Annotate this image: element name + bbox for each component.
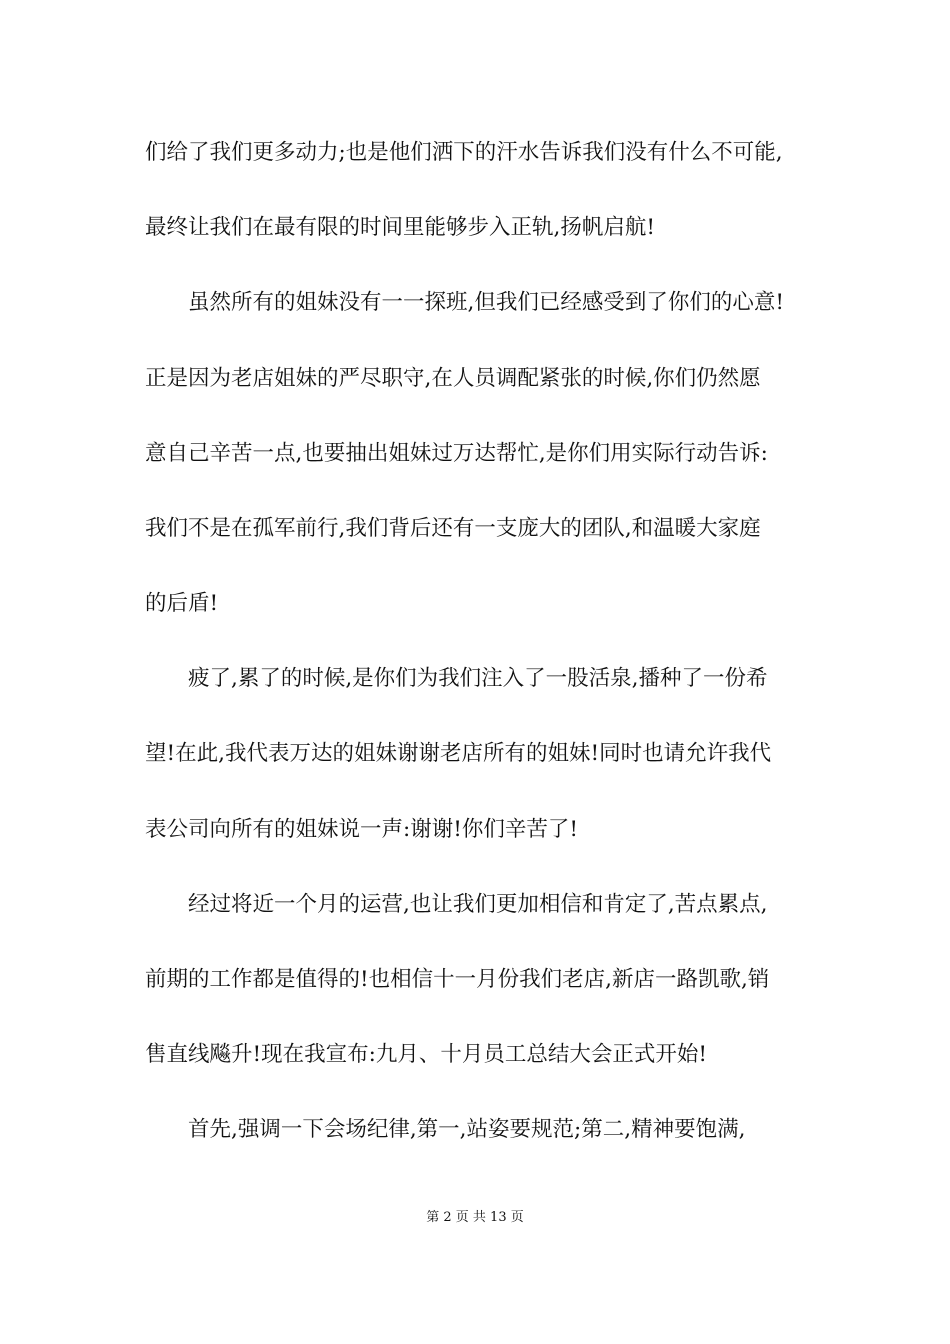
paragraph-first-line: 首先,强调一下会场纪律,第一,站姿要规范;第二,精神要饱满, bbox=[188, 1117, 746, 1142]
text-line: 最终让我们在最有限的时间里能够步入正轨,扬帆启航! bbox=[145, 215, 655, 240]
page-number-footer: 第 2 页 共 13 页 bbox=[426, 1210, 524, 1225]
paragraph-first-line: 疲了,累了的时候,是你们为我们注入了一股活泉,播种了一份希 bbox=[188, 666, 768, 691]
text-line: 的后盾! bbox=[145, 591, 219, 616]
paragraph-first-line: 经过将近一个月的运营,也让我们更加相信和肯定了,苦点累点, bbox=[188, 892, 768, 917]
paragraph-first-line: 虽然所有的姐妹没有一一探班,但我们已经感受到了你们的心意! bbox=[188, 290, 784, 315]
text-line: 前期的工作都是值得的!也相信十一月份我们老店,新店一路凯歌,销 bbox=[145, 967, 770, 992]
text-line: 们给了我们更多动力;也是他们洒下的汗水告诉我们没有什么不可能, bbox=[145, 140, 783, 165]
text-line: 望!在此,我代表万达的姐妹谢谢老店所有的姐妹!同时也请允许我代 bbox=[145, 741, 772, 766]
text-line: 售直线飚升!现在我宣布:九月、十月员工总结大会正式开始! bbox=[145, 1042, 708, 1067]
text-line: 表公司向所有的姐妹说一声:谢谢!你们辛苦了! bbox=[145, 817, 579, 842]
text-line: 我们不是在孤军前行,我们背后还有一支庞大的团队,和温暖大家庭 bbox=[145, 516, 761, 541]
text-line: 正是因为老店姐妹的严尽职守,在人员调配紧张的时候,你们仍然愿 bbox=[145, 366, 761, 391]
text-line: 意自己辛苦一点,也要抽出姐妹过万达帮忙,是你们用实际行动告诉: bbox=[145, 441, 768, 466]
